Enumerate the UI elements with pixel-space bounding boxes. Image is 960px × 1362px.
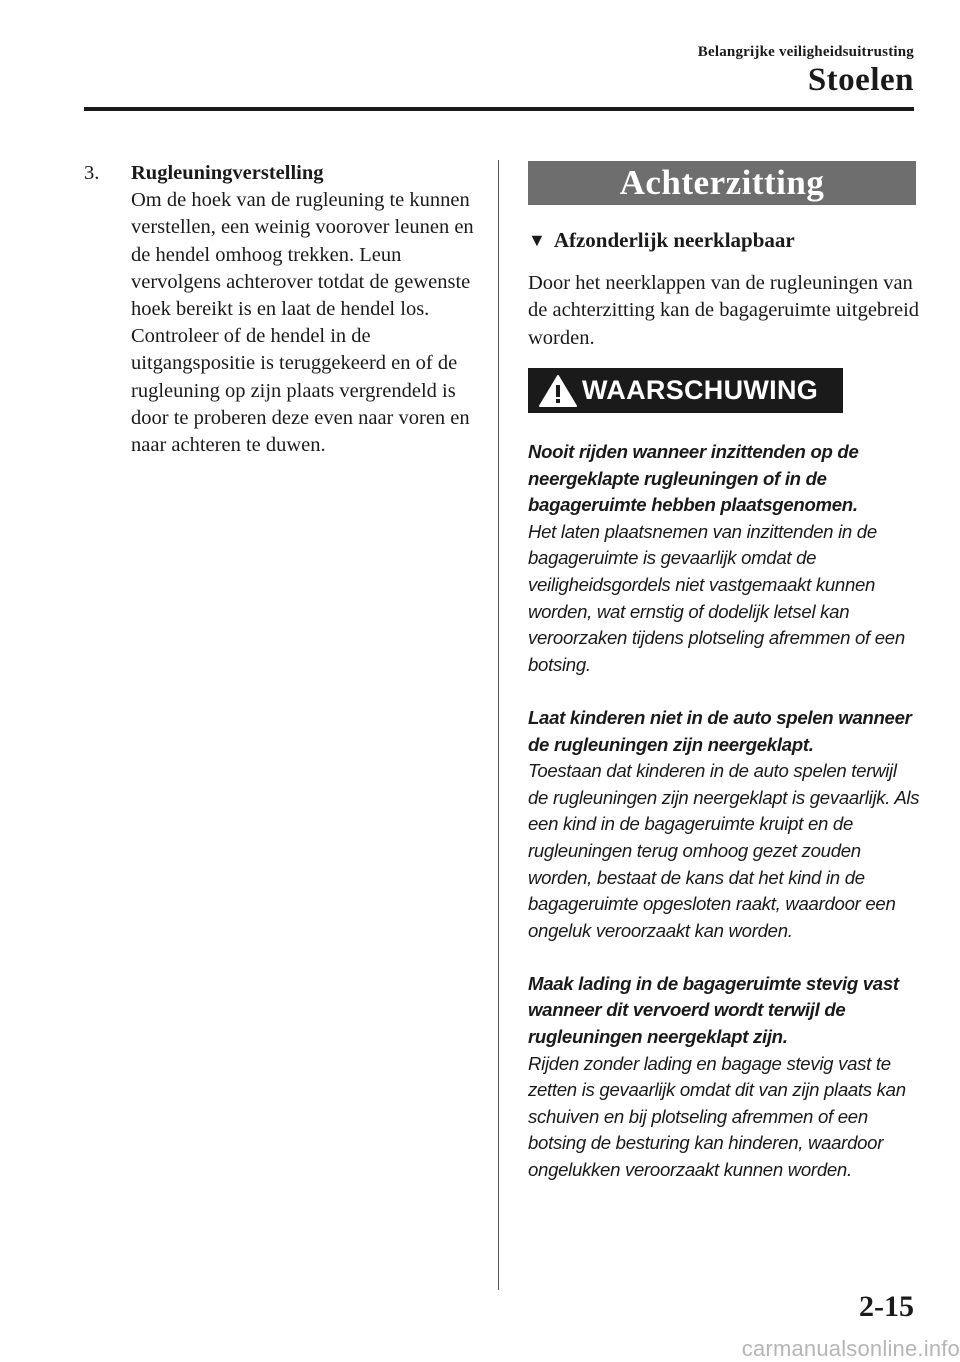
warning-text: Toestaan dat kinderen in de auto spelen terwijl de rugleuningen zijn neergeklapt is gevaarlijk. Als een kind in de bagageruimte kruipt en de rugleuningen terug omhoog gezet zouden worden, bestaat de kans dat het kind in de bagageruimte opgesloten raakt, waardoor een ongeluk veroorzaakt kan worden. [528,760,920,941]
triangle-down-icon: ▼ [528,230,546,250]
warning-triangle-icon [538,374,578,408]
left-column [84,160,474,459]
warning-heading: Maak lading in de bagageruimte stevig vast wanneer dit vervoerd wordt terwijl de rugleuningen neergeklapt zijn. [528,972,899,1048]
warning-heading: Laat kinderen niet in de auto spelen wanneer de rugleuningen zijn neergeklapt. [528,706,912,755]
step-item [84,160,474,459]
step-number: 3. [84,162,100,184]
header-rule [84,107,914,111]
column-divider [498,160,499,1290]
warning-item [528,439,920,678]
warning-heading: Nooit rijden wanneer inzittenden op de neergeklapte rugleuningen of in de bagageruimte hebben plaatsgenomen. [528,441,859,516]
warning-label-text: WAARSCHUWING [582,375,819,405]
step-title: Rugleuningverstelling [131,162,324,184]
warning-text: Rijden zonder lading en bagage stevig vast te zetten is gevaarlijk omdat dit van zijn plaats kan schuiven en bij plotseling afremmen of een botsing de besturing kan hinderen, waardoor ongelukken veroorzaakt kunnen worden. [528,1052,906,1181]
warning-text: Het laten plaatsnemen van inzittenden in de bagageruimte is gevaarlijk omdat de veiligheidsgordels niet vastgemaakt kunnen worden, wat ernstig of dodelijk letsel kan veroorzaken tijdens plotseling afremmen of een botsing. [528,520,905,675]
page-number: 2-15 [859,1290,914,1323]
watermark: carmanualsonline.info [741,1336,960,1361]
section-band-title: Achterzitting [528,161,916,205]
section-name: Belangrijke veiligheidsuitrusting [697,44,914,60]
warning-item [528,971,920,1184]
intro-paragraph: Door het neerklappen van de rugleuningen van de achterzitting kan de bagageruimte uitgebreid worden. [528,272,920,349]
warning-label [528,368,843,413]
subheading [528,228,916,253]
step-body [131,160,474,459]
page-title: Stoelen [807,62,914,98]
subheading-label: Afzonderlijk neerklapbaar [553,228,795,252]
step-paragraph: Om de hoek van de rugleuning te kunnen verstellen, een weinig voorover leunen en de hendel omhoog trekken. Leun vervolgens achterover totdat de gewenste hoek bereikt is en laat de hendel los. [131,189,474,321]
step-paragraph: Controleer of de hendel in de uitgangspositie is teruggekeerd en of de rugleuning op zijn plaats vergrendeld is door te proberen deze even naar voren en naar achteren te duwen. [131,325,470,457]
warning-item [528,705,920,944]
warning-list [528,439,920,1210]
